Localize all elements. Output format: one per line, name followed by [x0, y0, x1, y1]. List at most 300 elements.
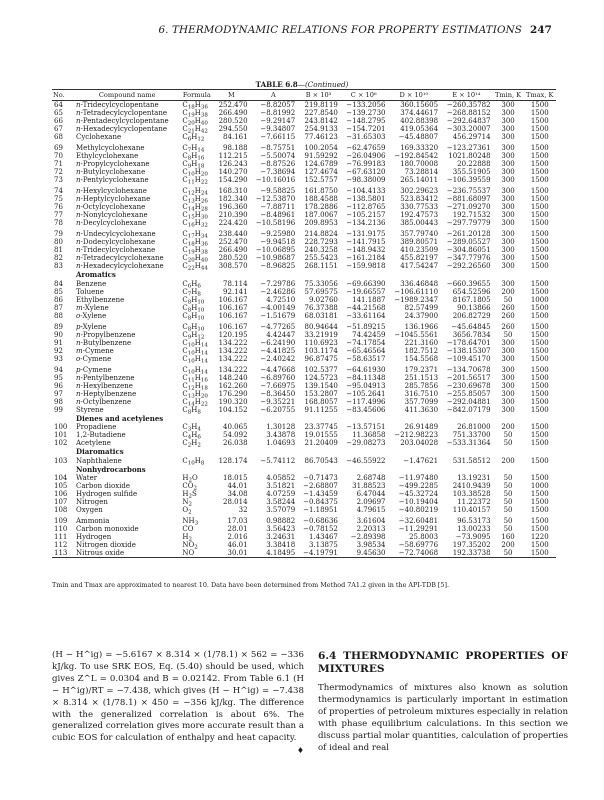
- cell-a: −2.40242: [260, 354, 296, 363]
- cell-c: −131.9175: [346, 230, 386, 238]
- cell-a: −10.58196: [255, 219, 296, 228]
- cell-a: −5.50074: [260, 152, 296, 161]
- table-row: [52, 142, 556, 153]
- cell-m: 44.01: [227, 481, 248, 490]
- cell-e: −292.26560: [446, 262, 491, 271]
- cell-e: −292.04881: [446, 397, 491, 406]
- table-row: [52, 498, 556, 506]
- cell-no: 80: [54, 238, 63, 247]
- cell-c: −58.63517: [346, 354, 386, 363]
- cell-m: 252.470: [218, 101, 248, 110]
- cell-tmin: 300: [501, 405, 515, 414]
- cell-e: −261.20128: [446, 230, 491, 238]
- cell-a: −9.34807: [260, 125, 296, 134]
- cell-formula: $C_{19}H_{38}$: [182, 246, 208, 256]
- cell-formula: $C_8H_{16}$: [182, 152, 205, 162]
- cell-tmax: 1000: [530, 481, 549, 490]
- table-title: [0, 80, 604, 89]
- cell-c: −74.17854: [346, 338, 386, 347]
- property-table: [52, 89, 556, 558]
- section-label: Aromatics: [76, 270, 116, 280]
- column-header: No.: [52, 90, 74, 101]
- cell-d: −212.98223: [394, 431, 439, 440]
- cell-m: 190.320: [218, 397, 248, 406]
- table-row: [52, 238, 556, 246]
- cell-a: −9.25980: [260, 230, 296, 238]
- cell-b: 33.21919: [304, 330, 338, 339]
- cell-a: 0.98882: [266, 516, 296, 525]
- cell-name: n-Hexadecylcyclopentane: [76, 125, 168, 134]
- table-row: [52, 398, 556, 406]
- cell-tmin: 300: [501, 219, 515, 228]
- cell-m: 128.174: [218, 456, 248, 465]
- cell-tmax: 1500: [530, 516, 549, 525]
- cell-c: −84.11348: [346, 373, 386, 382]
- cell-name: Nitrogen dioxide: [76, 540, 136, 549]
- cell-formula: $C_{19}H_{38}$: [182, 109, 208, 119]
- cell-name: n-Octylcyclohexane: [76, 203, 146, 212]
- cell-e: 456.29714: [452, 133, 491, 142]
- column-header: B × 10³: [297, 90, 340, 101]
- cell-tmax: 1500: [530, 311, 549, 320]
- cell-no: 71: [54, 160, 63, 169]
- cell-formula: $H_2O$: [182, 473, 198, 484]
- cell-b: 228.7293: [304, 238, 338, 247]
- cell-tmax: 1500: [530, 125, 549, 134]
- table-label: TABLE 6.8: [255, 80, 298, 89]
- cell-no: 74: [54, 187, 63, 196]
- cell-b: 1.43467: [308, 532, 338, 541]
- table-row: [52, 296, 556, 304]
- column-header: C × 10⁶: [340, 90, 388, 101]
- cell-d: 419.05364: [400, 125, 439, 134]
- cell-e: 90.13866: [457, 303, 491, 312]
- cell-tmin: 200: [501, 287, 515, 296]
- example-paragraph: (H − H^ig) = −5.6167 × 8.314 × (1/78.1) × 562 = −336 kJ/kg. To use SRK EOS, Eq. (5.40) should be used, which gives Z^L = 0.0304 and B = 0.02142. From Table 6.1 (H − H^ig)/RT = −7.438, which gives (H − H^ig) = −7.438 × 8.314 × (1/78.1) × 450 = −356 kJ/kg. The difference with the generalized correlation is about 6%. The generalized correlation gives more accurate result than a cubic EOS for calculation of enthalpy and heat capacity.: [52, 650, 304, 744]
- cell-c: 2.09697: [356, 498, 386, 506]
- table-row: [52, 382, 556, 390]
- table-row: [52, 541, 556, 549]
- table-row: [52, 474, 556, 482]
- cell-m: 134.222: [218, 365, 248, 374]
- table-row: [52, 439, 556, 447]
- table-row: [52, 219, 556, 227]
- cell-d: 316.7510: [404, 389, 439, 398]
- cell-m: 308.570: [218, 262, 248, 271]
- cell-b: 23.37745: [304, 423, 338, 432]
- cell-name: n-Tetradecylcyclohexane: [76, 254, 164, 263]
- cell-tmax: 1500: [530, 160, 549, 169]
- cell-a: −7.38694: [260, 168, 296, 177]
- cell-tmin: 300: [501, 133, 515, 142]
- cell-a: 4.18495: [250, 549, 298, 558]
- cell-b: 19.01555: [304, 431, 338, 440]
- cell-a: −9.29147: [260, 117, 296, 126]
- cell-e: −73.9095: [455, 532, 491, 541]
- cell-m: 266.490: [218, 109, 248, 118]
- cell-m: 34.08: [227, 489, 248, 498]
- cell-tmin: 300: [501, 279, 515, 288]
- cell-d: 410.23509: [400, 246, 439, 255]
- cell-d: −192.84542: [394, 152, 439, 161]
- cell-b: 214.8824: [304, 230, 338, 238]
- cell-e: 654.52596: [452, 287, 491, 296]
- cell-name: n-Octylbenzene: [76, 397, 132, 406]
- cell-tmin: 300: [501, 354, 515, 363]
- cell-e: 13.19231: [457, 473, 491, 482]
- cell-no: 76: [54, 203, 63, 212]
- cell-no: 65: [54, 109, 63, 118]
- cell-tmin: 300: [501, 238, 515, 247]
- cell-e: 206.82729: [452, 311, 491, 320]
- cell-b: 57.69575: [304, 287, 338, 296]
- cell-m: 106.167: [218, 295, 248, 304]
- cell-tmin: 300: [501, 168, 515, 177]
- column-header: M: [213, 90, 249, 101]
- cell-formula: $C_2H_2$: [182, 439, 201, 449]
- cell-c: −159.9818: [346, 262, 386, 271]
- table-row: [52, 254, 556, 262]
- cell-tmax: 1500: [530, 303, 549, 312]
- cell-e: 103.38528: [452, 489, 491, 498]
- cell-e: 2410.9439: [452, 481, 491, 490]
- cell-no: 103: [54, 456, 68, 465]
- cell-e: 26.81000: [457, 423, 491, 432]
- cell-tmin: 300: [501, 203, 515, 212]
- cell-tmax: 1500: [530, 506, 549, 515]
- cell-e: −134.70678: [446, 365, 491, 374]
- cell-e: 192.71532: [452, 211, 491, 220]
- cell-c: −83.45606: [346, 405, 386, 414]
- cell-c: −64.61930: [346, 365, 386, 374]
- cell-formula: $C_{14}H_{22}$: [182, 397, 208, 408]
- column-header: Tmin, K: [493, 90, 524, 101]
- cell-c: −44.21568: [346, 303, 386, 312]
- table-row: [52, 533, 556, 541]
- cell-no: 93: [54, 354, 63, 363]
- cell-a: −4.77265: [260, 322, 296, 331]
- cell-no: 75: [54, 195, 63, 204]
- cell-a: −8.75751: [260, 144, 296, 153]
- table-row: [52, 390, 556, 398]
- cell-a: −2.46286: [260, 287, 296, 296]
- cell-e: −236.75537: [446, 187, 491, 196]
- cell-tmax: 1500: [530, 187, 549, 196]
- cell-m: 238.440: [218, 230, 248, 238]
- cell-no: 90: [54, 330, 63, 339]
- cell-formula: $C_{13}H_{20}$: [182, 389, 208, 400]
- cell-tmin: 300: [501, 187, 515, 196]
- cell-e: −260.35782: [446, 101, 491, 110]
- cell-d: 26.91489: [404, 423, 439, 432]
- cell-c: −141.7915: [346, 238, 386, 247]
- cell-b: 91.11255: [304, 405, 338, 414]
- table-row: [52, 117, 556, 125]
- table-row: [52, 363, 556, 374]
- cell-tmax: 1500: [530, 203, 549, 212]
- cell-formula: $O_2$: [182, 506, 192, 516]
- cell-d: 374.44617: [400, 109, 439, 118]
- cell-m: 112.215: [218, 152, 248, 161]
- page-number: 247: [530, 24, 552, 36]
- cell-no: 78: [54, 219, 63, 228]
- cell-b: 86.70543: [304, 456, 338, 465]
- cell-m: 210.390: [218, 211, 248, 220]
- cell-no: 101: [54, 431, 68, 440]
- cell-formula: $C_9H_{18}$: [182, 160, 205, 170]
- cell-name: n-Hexadecylcyclohexane: [76, 262, 164, 271]
- cell-tmax: 1500: [530, 211, 549, 220]
- cell-c: 3.61604: [356, 516, 386, 525]
- cell-formula: $H_2$: [182, 532, 193, 543]
- cell-m: 78.114: [223, 279, 248, 288]
- cell-a: 3.56423: [266, 524, 296, 533]
- section-heading: 6.4 THERMODYNAMIC PROPERTIES OF MIXTURES: [318, 650, 568, 675]
- cell-c: −134.2136: [346, 219, 386, 228]
- cell-d: −45.48807: [398, 133, 439, 142]
- cell-c: −154.7201: [346, 125, 386, 134]
- cell-e: −660.39655: [446, 279, 491, 288]
- cell-tmin: 200: [501, 456, 515, 465]
- cell-tmin: 50: [503, 498, 513, 506]
- cell-tmin: 300: [501, 338, 515, 347]
- table-row: [52, 549, 556, 558]
- cell-formula: $H_2S$: [182, 489, 197, 500]
- cell-tmin: 260: [501, 303, 515, 312]
- cell-c: 4.79615: [356, 506, 386, 515]
- cell-d: −10.19404: [398, 498, 439, 506]
- cell-c: −112.8765: [346, 203, 386, 212]
- cell-b: 68.03181: [304, 311, 338, 320]
- cell-b: 75.33056: [304, 279, 338, 288]
- column-header: D × 10¹⁰: [388, 90, 441, 101]
- cell-tmax: 1500: [530, 279, 549, 288]
- cell-tmax: 1500: [530, 117, 549, 126]
- cell-c: −95.04913: [346, 381, 386, 390]
- cell-name: n-Hexylcyclohexane: [76, 187, 147, 196]
- table-row: [52, 168, 556, 176]
- cell-name: n-Propylbenzene: [76, 330, 136, 339]
- cell-name: 1,2-Butadiene: [76, 431, 126, 440]
- cell-c: −62.47659: [346, 144, 386, 153]
- cell-a: 4.72510: [266, 295, 296, 304]
- cell-formula: $C_4H_6$: [182, 431, 201, 441]
- cell-no: 81: [54, 246, 63, 255]
- cell-b: 103.1174: [304, 346, 338, 355]
- cell-no: 112: [54, 540, 68, 549]
- cell-b: 243.8142: [304, 117, 338, 126]
- cell-e: 531.58512: [452, 456, 491, 465]
- cell-b: −0.84375: [303, 498, 338, 506]
- cell-tmax: 1500: [530, 524, 549, 533]
- cell-d: 302.29623: [400, 187, 439, 196]
- cell-e: −533.31364: [446, 439, 491, 448]
- cell-name: n-Pentylbenzene: [76, 373, 135, 382]
- cell-name: n-Tridecylcyclohexane: [76, 246, 156, 255]
- cell-a: −4.41825: [260, 346, 296, 355]
- table-row: [52, 406, 556, 414]
- cell-tmax: 1500: [530, 287, 549, 296]
- cell-name: Methylcyclohexane: [76, 144, 145, 153]
- cell-no: 82: [54, 254, 63, 263]
- cell-a: −1.51679: [260, 311, 296, 320]
- cell-d: −1989.2347: [394, 295, 439, 304]
- cell-a: −10.06895: [255, 246, 296, 255]
- cell-no: 113: [52, 549, 74, 558]
- cell-b: 219.8119: [304, 101, 338, 110]
- cell-e: −842.07179: [446, 405, 491, 414]
- cell-formula: $C_{20}H_{40}$: [182, 117, 208, 127]
- cell-b: 124.6789: [304, 160, 338, 169]
- cell-d: 82.57499: [404, 303, 439, 312]
- cell-name: Propadiene: [76, 423, 117, 432]
- cell-formula: CO: [182, 524, 194, 533]
- cell-no: 69: [54, 144, 63, 153]
- cell-m: 182.340: [218, 195, 248, 204]
- cell-a: −9.35221: [260, 397, 296, 406]
- cell-formula: $C_{14}H_{28}$: [182, 203, 208, 213]
- cell-name: Hydrogen sulfide: [76, 489, 138, 498]
- cell-tmin: 50: [503, 524, 513, 533]
- cell-b: 91.59292: [304, 152, 338, 161]
- cell-b: 178.2886: [304, 203, 338, 212]
- table-row: [52, 262, 556, 270]
- cell-tmax: 1500: [530, 338, 549, 347]
- cell-m: 26.038: [223, 439, 248, 448]
- cell-a: −6.24190: [260, 338, 296, 347]
- cell-a: −12.53870: [255, 195, 296, 204]
- cell-formula: $C_8H_{10}$: [182, 322, 205, 333]
- cell-name: Nitrogen: [76, 498, 108, 506]
- cell-tmin: 300: [501, 254, 515, 263]
- cell-no: 86: [54, 295, 63, 304]
- table-row: [52, 228, 556, 239]
- cell-d: 180.70008: [400, 160, 439, 169]
- cell-tmin: 50: [493, 549, 524, 558]
- cell-tmax: 1500: [530, 133, 549, 142]
- cell-a: 3.38418: [266, 540, 296, 549]
- cell-name: n-Heptylcyclohexane: [76, 195, 151, 204]
- cell-e: −304.86051: [446, 246, 491, 255]
- cell-b: −2.68807: [303, 481, 338, 490]
- cell-no: 89: [54, 322, 63, 331]
- cell-tmax: 1500: [530, 144, 549, 153]
- table-row: [52, 176, 556, 184]
- cell-c: −67.63120: [346, 168, 386, 177]
- cell-formula: $C_{12}H_{24}$: [182, 187, 208, 197]
- running-head-title: 6. THERMODYNAMIC RELATIONS FOR PROPERTY ESTIMATIONS: [158, 24, 522, 36]
- cell-tmin: 50: [503, 506, 513, 515]
- cell-formula: $C_8H_{10}$: [182, 295, 205, 306]
- cell-a: −7.29786: [260, 279, 296, 288]
- cell-b: 96.87475: [304, 354, 338, 363]
- cell-c: −148.2795: [346, 117, 386, 126]
- cell-formula: $C_9H_{12}$: [182, 330, 205, 341]
- cell-b: 227.8540: [304, 109, 338, 118]
- cell-m: 30.01: [213, 549, 249, 558]
- cell-name: Ethylbenzene: [76, 295, 125, 304]
- cell-e: −297.79779: [446, 219, 491, 228]
- cell-tmin: 50: [503, 330, 513, 339]
- table-row: [52, 101, 556, 110]
- cell-b: −1.43459: [303, 489, 338, 498]
- cell-m: 134.222: [218, 338, 248, 347]
- column-header: Formula: [180, 90, 213, 101]
- cell-tmax: 1500: [530, 373, 549, 382]
- cell-m: 40.065: [223, 423, 248, 432]
- cell-d: 330.77533: [400, 203, 439, 212]
- cell-formula: $C_{17}H_{34}$: [182, 230, 208, 240]
- cell-tmax: 1500: [530, 262, 549, 271]
- cell-no: 95: [54, 373, 63, 382]
- cell-e: −303.20007: [446, 125, 491, 134]
- cell-b: 268.1151: [304, 262, 338, 271]
- cell-formula: NO: [180, 549, 213, 558]
- cell-tmax: 1500: [530, 176, 549, 185]
- section-spacer: [52, 270, 74, 279]
- cell-no: 92: [54, 346, 63, 355]
- cell-tmin: 300: [501, 397, 515, 406]
- cell-e: −255.85057: [446, 389, 491, 398]
- cell-m: 104.152: [218, 405, 248, 414]
- table-row: [52, 482, 556, 490]
- cell-b: −0.68636: [303, 516, 338, 525]
- cell-d: 417.54247: [400, 262, 439, 271]
- cell-a: −7.88711: [260, 203, 296, 212]
- cell-d: 24.37900: [404, 311, 439, 320]
- cell-name: Styrene: [76, 405, 104, 414]
- column-header: Tmax, K: [524, 90, 556, 101]
- cell-c: −65.46564: [346, 346, 386, 355]
- cell-no: 72: [54, 168, 63, 177]
- cell-tmin: 300: [501, 262, 515, 271]
- cell-name: p-Cymene: [76, 365, 112, 374]
- cell-b: 80.94644: [304, 322, 338, 331]
- cell-no: 109: [54, 516, 68, 525]
- cell-formula: $C_{16}H_{32}$: [182, 219, 208, 229]
- cell-e: −292.64837: [446, 117, 491, 126]
- cell-m: 32: [238, 506, 248, 515]
- cell-d: 154.5568: [404, 354, 439, 363]
- cell-formula: $C_{10}H_{14}$: [182, 338, 208, 349]
- section-spacer: [52, 447, 74, 456]
- column-header: E × 10¹⁴: [440, 90, 493, 101]
- cell-a: 1.04693: [266, 439, 296, 448]
- cell-b: 153.2807: [304, 389, 338, 398]
- cell-tmin: 300: [501, 230, 515, 238]
- cell-e: 96.53173: [457, 516, 491, 525]
- cell-formula: $NH_3$: [182, 516, 199, 527]
- cell-c: −161.2184: [346, 254, 386, 263]
- cell-c: −105.2641: [346, 389, 386, 398]
- cell-m: 98.188: [223, 144, 248, 153]
- cell-name: o-Cymene: [76, 354, 112, 363]
- cell-b: 127.4674: [304, 168, 338, 177]
- cell-formula: $C_{15}H_{30}$: [182, 211, 208, 221]
- cell-e: −230.69678: [446, 381, 491, 390]
- cell-e: 1021.80248: [448, 152, 491, 161]
- cell-e: −138.15307: [446, 346, 491, 355]
- cell-a: −4.00149: [260, 303, 296, 312]
- cell-name: n-Undecylcyclohexane: [76, 230, 156, 238]
- cell-d: 179.2371: [404, 365, 439, 374]
- cell-no: 99: [54, 405, 63, 414]
- cell-d: −1.47621: [403, 456, 439, 465]
- cell-formula: $N_2$: [182, 498, 193, 508]
- cell-c: −51.89215: [346, 322, 386, 331]
- section-label: Dienes and acetylenes: [76, 414, 164, 424]
- cell-a: −5.74112: [260, 456, 296, 465]
